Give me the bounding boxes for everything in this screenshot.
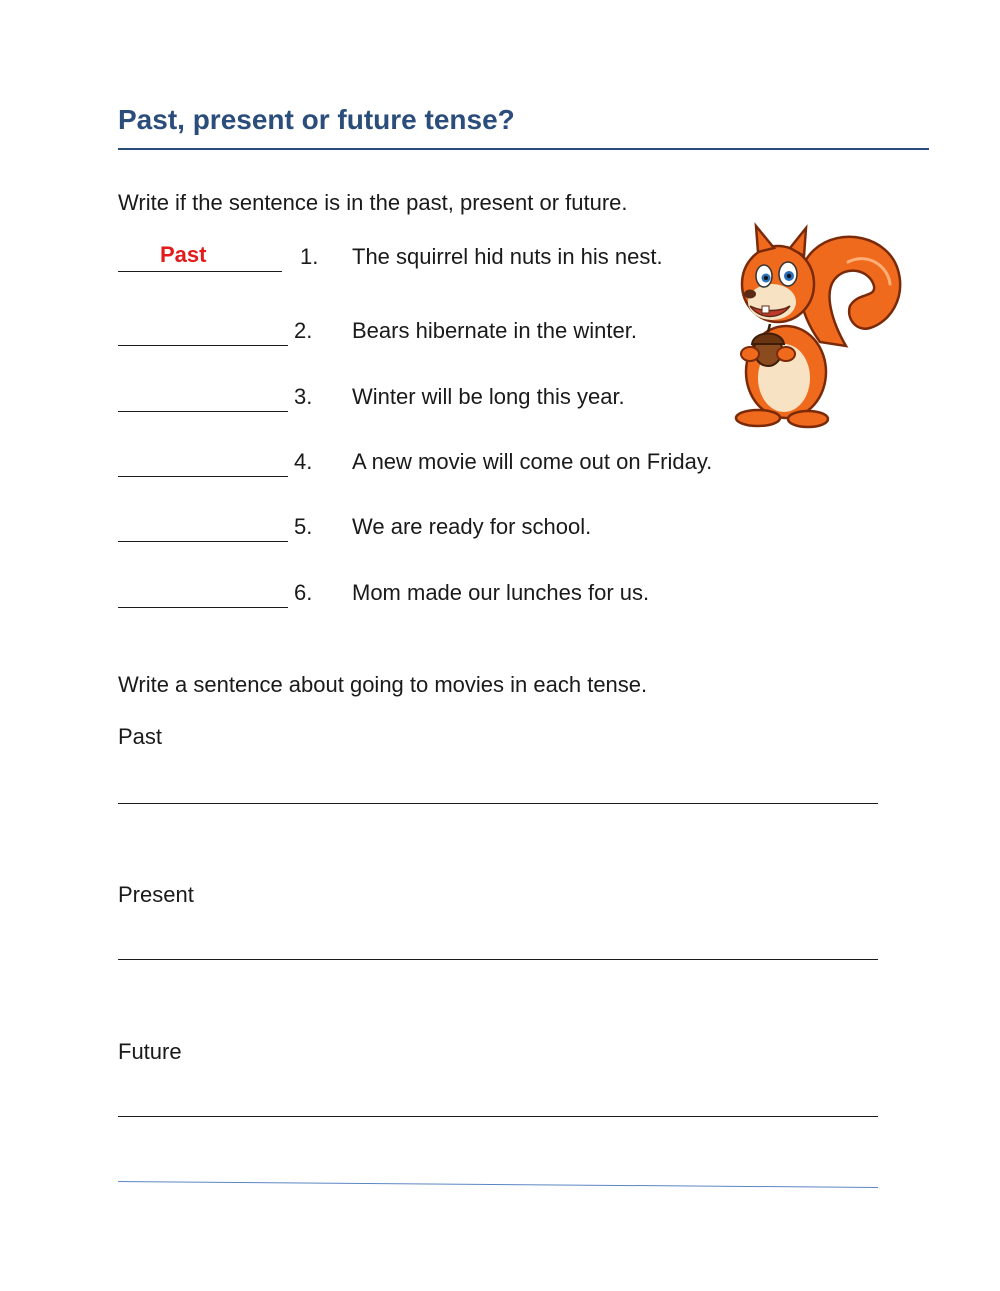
answer-blank[interactable] <box>118 447 288 477</box>
section2-instruction: Write a sentence about going to movies in each tense. <box>118 672 648 697</box>
question-row <box>118 447 758 477</box>
question-row <box>118 316 758 346</box>
future-label: Future <box>118 1039 182 1064</box>
tooth-shape <box>762 306 769 313</box>
answer-blank[interactable] <box>118 242 282 272</box>
question-number: 4. <box>294 449 313 474</box>
question-row <box>118 512 758 542</box>
title-divider <box>118 148 929 150</box>
question-number: 5. <box>294 514 313 539</box>
answer-blank[interactable] <box>118 316 288 346</box>
question-text: The squirrel hid nuts in his nest. <box>352 244 663 269</box>
left-foot <box>736 410 780 426</box>
left-hand <box>741 347 759 361</box>
nose-shape <box>744 290 756 299</box>
question-number: 2. <box>294 318 313 343</box>
right-hand <box>777 347 795 361</box>
question-text: A new movie will come out on Friday. <box>352 449 713 474</box>
right-foot <box>788 411 828 427</box>
question-row <box>118 578 758 608</box>
present-label: Present <box>118 882 194 907</box>
question-number: 3. <box>294 384 313 409</box>
answer-blank[interactable] <box>118 578 288 608</box>
question-number: 1. <box>300 244 319 269</box>
squirrel-with-acorn-illustration <box>728 222 904 432</box>
future-writing-line[interactable] <box>118 1116 878 1117</box>
left-ear <box>756 226 774 252</box>
answer-blank[interactable] <box>118 512 288 542</box>
question-row <box>118 382 758 412</box>
question-text: We are ready for school. <box>352 514 592 539</box>
answer-blank[interactable] <box>118 382 288 412</box>
footer-divider <box>118 1181 878 1188</box>
question-text: Mom made our lunches for us. <box>352 580 650 605</box>
section1-instruction: Write if the sentence is in the past, present or future. <box>118 190 628 215</box>
question-text: Winter will be long this year. <box>352 384 625 409</box>
past-label: Past <box>118 724 163 749</box>
past-writing-line[interactable] <box>118 803 878 804</box>
page-title: Past, present or future tense? <box>118 104 515 135</box>
question-number: 6. <box>294 580 313 605</box>
left-pupil-center <box>764 276 768 280</box>
question-text: Bears hibernate in the winter. <box>352 318 637 343</box>
answer-text: Past <box>160 242 207 267</box>
right-pupil-center <box>787 274 791 278</box>
present-writing-line[interactable] <box>118 959 878 960</box>
question-row <box>118 242 758 272</box>
